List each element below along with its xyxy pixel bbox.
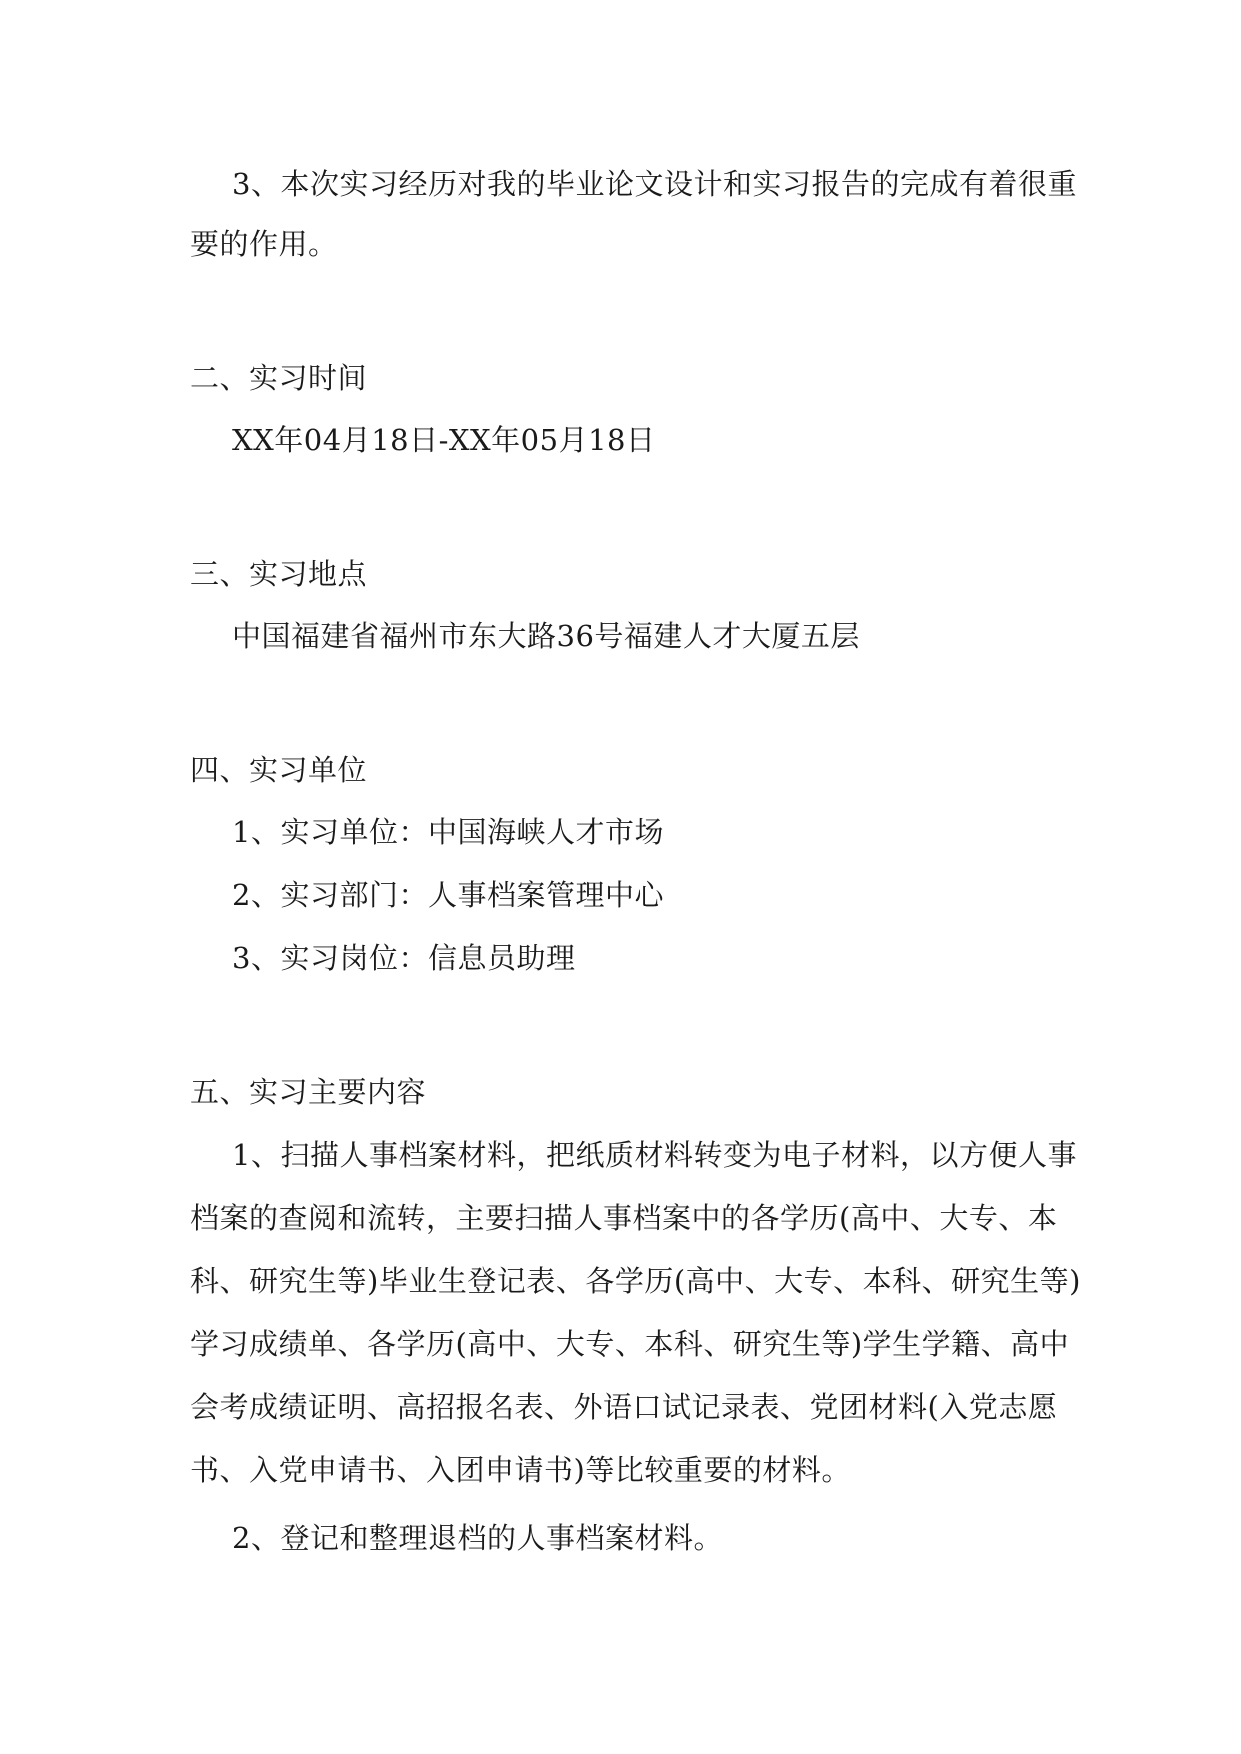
section-4-item-3: 3、实习岗位：信息员助理 (232, 941, 576, 975)
section-5-item-1-line-3: 科、研究生等)毕业生登记表、各学历(高中、大专、本科、研究生等) (190, 1264, 1081, 1298)
section-5-item-1-line-5: 会考成绩证明、高招报名表、外语口试记录表、党团材料(入党志愿 (190, 1390, 1058, 1424)
section-3-heading: 三、实习地点 (190, 557, 368, 591)
section-4-item-1: 1、实习单位：中国海峡人才市场 (232, 815, 664, 849)
section-4-item-2: 2、实习部门：人事档案管理中心 (232, 878, 664, 912)
section-5-heading: 五、实习主要内容 (190, 1075, 427, 1109)
section-3-body: 中国福建省福州市东大路36号福建人才大厦五层 (232, 619, 860, 653)
section-2-heading: 二、实习时间 (190, 361, 368, 395)
section-2-body: XX年04月18日-XX年05月18日 (232, 423, 656, 457)
section-5-item-2: 2、登记和整理退档的人事档案材料。 (232, 1521, 723, 1555)
section-5-item-1-line-4: 学习成绩单、各学历(高中、大专、本科、研究生等)学生学籍、高中 (190, 1327, 1070, 1361)
intro-item-3-line-1: 3、本次实习经历对我的毕业论文设计和实习报告的完成有着很重 (232, 167, 1077, 201)
section-5-item-1-line-6: 书、入党申请书、入团申请书)等比较重要的材料。 (190, 1453, 851, 1487)
section-4-heading: 四、实习单位 (190, 753, 368, 787)
intro-item-3-line-2: 要的作用。 (190, 227, 338, 261)
section-5-item-1-line-2: 档案的查阅和流转，主要扫描人事档案中的各学历(高中、大专、本 (190, 1201, 1058, 1235)
section-5-item-1-line-1: 1、扫描人事档案材料，把纸质材料转变为电子材料，以方便人事 (232, 1138, 1077, 1172)
